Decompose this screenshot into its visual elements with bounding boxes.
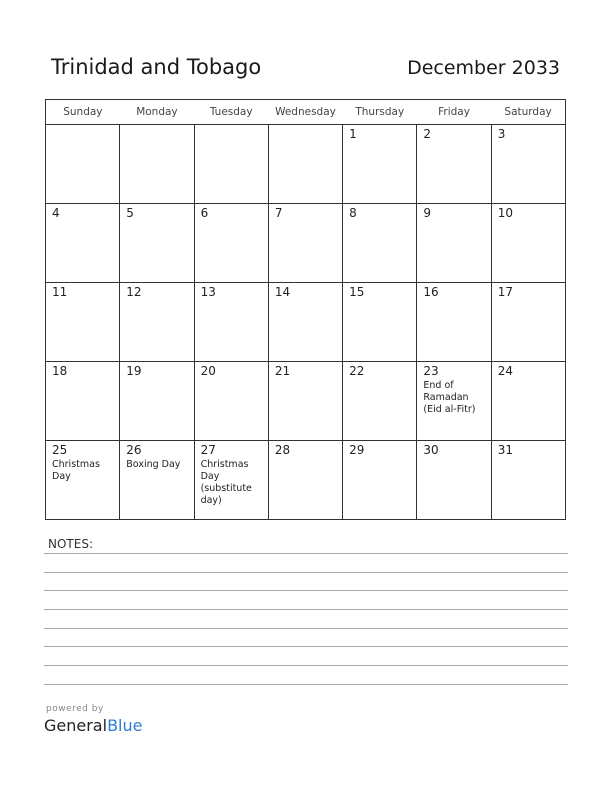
day-cell xyxy=(343,441,417,520)
note-line xyxy=(44,684,568,685)
day-cell xyxy=(194,125,268,204)
note-line xyxy=(44,609,568,610)
week-row xyxy=(46,362,566,441)
day-cell xyxy=(417,283,491,362)
day-number: 30 xyxy=(423,443,439,457)
day-cell xyxy=(268,204,342,283)
day-number: 17 xyxy=(497,285,513,299)
day-cell xyxy=(120,283,194,362)
generalblue-logo[interactable] xyxy=(44,716,142,735)
weekday-monday: Monday xyxy=(120,100,194,125)
weekday-wednesday: Wednesday xyxy=(268,100,342,125)
day-number: 14 xyxy=(274,285,291,299)
day-number: 9 xyxy=(423,206,432,220)
weekday-saturday: Saturday xyxy=(491,100,565,125)
day-number: 12 xyxy=(126,285,142,299)
day-number: 4 xyxy=(52,206,60,220)
day-cell xyxy=(491,125,565,204)
day-cell xyxy=(46,125,120,204)
day-cell xyxy=(46,204,120,283)
day-number: 27 xyxy=(200,443,216,457)
day-number: 2 xyxy=(423,127,432,141)
month-title: December 2033 xyxy=(407,57,560,79)
calendar-grid xyxy=(45,99,566,520)
weekday-tuesday: Tuesday xyxy=(194,100,268,125)
day-number: 16 xyxy=(423,285,439,299)
day-number: 29 xyxy=(349,443,365,457)
day-number: 6 xyxy=(200,206,209,220)
day-cell xyxy=(120,441,194,520)
day-number: 22 xyxy=(349,364,365,378)
week-row xyxy=(46,283,566,362)
note-line xyxy=(44,646,568,647)
weekday-friday: Friday xyxy=(417,100,491,125)
day-cell xyxy=(343,204,417,283)
day-cell xyxy=(268,441,342,520)
day-cell xyxy=(343,125,417,204)
day-number: 11 xyxy=(52,285,68,299)
day-cell xyxy=(268,125,342,204)
week-row xyxy=(46,204,566,283)
day-number: 19 xyxy=(126,364,142,378)
day-cell xyxy=(491,362,565,441)
day-cell xyxy=(417,362,491,441)
holiday-label: Christmas Day xyxy=(52,459,100,482)
day-number: 7 xyxy=(274,206,283,220)
day-number: 28 xyxy=(274,443,291,457)
day-cell xyxy=(120,362,194,441)
day-cell xyxy=(417,441,491,520)
day-cell xyxy=(194,441,268,520)
day-cell xyxy=(417,125,491,204)
day-number: 31 xyxy=(497,443,513,457)
day-cell xyxy=(194,204,268,283)
country-title: Trinidad and Tobago xyxy=(51,55,262,79)
weekday-sunday: Sunday xyxy=(46,100,120,125)
day-number: 5 xyxy=(126,206,134,220)
day-cell xyxy=(268,362,342,441)
week-row xyxy=(46,441,566,520)
holiday-label: Christmas Day (substitute day) xyxy=(200,459,252,506)
day-cell xyxy=(120,204,194,283)
day-number: 18 xyxy=(52,364,68,378)
day-cell xyxy=(194,362,268,441)
day-number: 13 xyxy=(200,285,216,299)
note-line xyxy=(44,665,568,666)
day-number: 20 xyxy=(200,364,216,378)
day-number: 8 xyxy=(349,206,357,220)
day-cell xyxy=(268,283,342,362)
day-cell xyxy=(120,125,194,204)
brand-general: General xyxy=(44,716,108,735)
brand-blue: Blue xyxy=(107,716,143,735)
week-row xyxy=(46,125,566,204)
day-cell xyxy=(491,283,565,362)
calendar-body xyxy=(46,125,566,520)
day-number: 10 xyxy=(497,206,513,220)
note-line xyxy=(44,590,568,591)
day-number: 25 xyxy=(52,443,68,457)
day-cell xyxy=(46,362,120,441)
note-line xyxy=(44,572,568,573)
day-cell xyxy=(417,204,491,283)
day-cell xyxy=(46,441,120,520)
holiday-label: End of Ramadan (Eid al-Fitr) xyxy=(423,380,476,415)
day-number: 23 xyxy=(423,364,439,378)
note-line xyxy=(44,628,568,629)
note-line xyxy=(44,553,568,554)
day-number: 24 xyxy=(497,364,513,378)
day-cell xyxy=(194,283,268,362)
day-number: 21 xyxy=(274,364,291,378)
day-number: 26 xyxy=(126,443,142,457)
day-number: 15 xyxy=(349,285,365,299)
holiday-label: Boxing Day xyxy=(126,459,181,470)
day-cell xyxy=(491,441,565,520)
day-cell xyxy=(491,204,565,283)
day-number: 3 xyxy=(497,127,506,141)
day-cell xyxy=(46,283,120,362)
day-cell xyxy=(343,362,417,441)
weekday-header-row xyxy=(46,100,566,125)
day-number: 1 xyxy=(349,127,357,141)
day-cell xyxy=(343,283,417,362)
powered-by-text: powered by xyxy=(46,704,104,714)
weekday-thursday: Thursday xyxy=(343,100,417,125)
notes-label: NOTES: xyxy=(48,537,93,551)
